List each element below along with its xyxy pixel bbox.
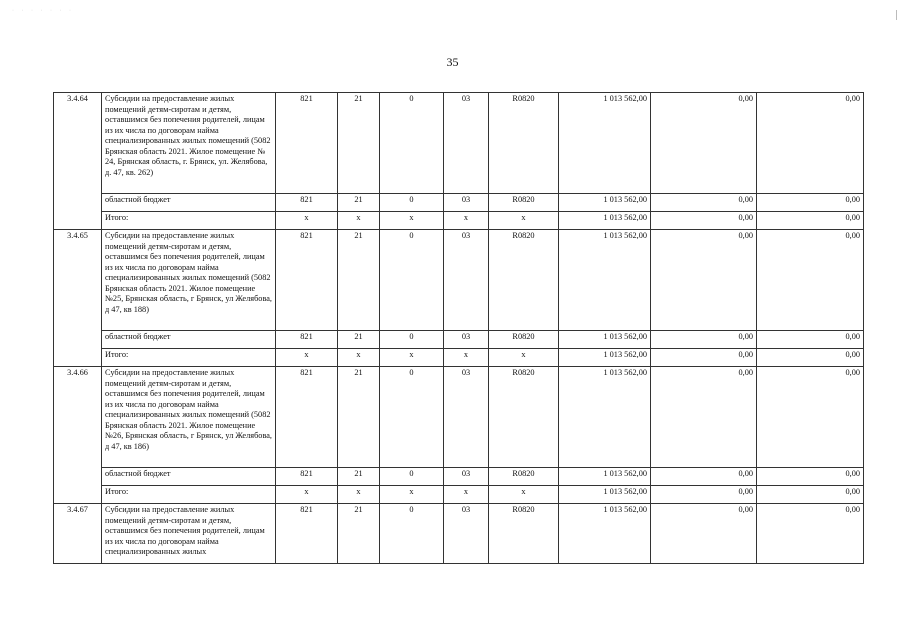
code-cell: x — [444, 486, 489, 504]
code-cell: 821 — [276, 194, 338, 212]
budget-label: областной бюджет — [102, 331, 276, 349]
value-cell: 0,00 — [757, 194, 864, 212]
code-cell: 03 — [444, 194, 489, 212]
code-cell: 21 — [338, 93, 380, 194]
table-row — [54, 367, 864, 468]
budget-row — [54, 194, 864, 212]
code-cell: x — [444, 349, 489, 367]
item-description: Субсидии на предоставление жилых помещений детям-сиротам и детям, оставшимся без попечения родителей, лицам из их числа по договорам найма специализированных жилых — [102, 504, 276, 564]
table-row — [54, 93, 864, 194]
code-cell: 03 — [444, 230, 489, 331]
page-number: 35 — [446, 55, 459, 69]
amount-cell: 1 013 562,00 — [559, 194, 651, 212]
value-cell: 0,00 — [757, 212, 864, 230]
code-cell: 0 — [380, 331, 444, 349]
code-cell: R0820 — [489, 367, 559, 468]
code-cell: 0 — [380, 367, 444, 468]
code-cell: 21 — [338, 504, 380, 564]
code-cell: 821 — [276, 468, 338, 486]
amount-cell: 1 013 562,00 — [559, 468, 651, 486]
total-label: Итого: — [102, 349, 276, 367]
budget-row — [54, 468, 864, 486]
code-cell: R0820 — [489, 194, 559, 212]
code-cell: x — [276, 486, 338, 504]
value-cell: 0,00 — [757, 331, 864, 349]
budget-label: областной бюджет — [102, 468, 276, 486]
total-label: Итого: — [102, 212, 276, 230]
code-cell: 21 — [338, 367, 380, 468]
code-cell: 03 — [444, 367, 489, 468]
code-cell: R0820 — [489, 504, 559, 564]
code-cell: R0820 — [489, 230, 559, 331]
code-cell: x — [380, 212, 444, 230]
amount-cell: 1 013 562,00 — [559, 504, 651, 564]
value-cell: 0,00 — [651, 331, 757, 349]
item-description: Субсидии на предоставление жилых помещений детям-сиротам и детям, оставшимся без попечения родителей, лицам из их числа по договорам найма специализированных жилых помещений (5082 Брянская область 2021. Жилое помещение №25, Брянская область, г Брянск, ул Желябова, д 47, кв 188) — [102, 230, 276, 331]
code-cell: x — [444, 212, 489, 230]
table-body — [54, 93, 864, 564]
code-cell: x — [338, 486, 380, 504]
budget-label: областной бюджет — [102, 194, 276, 212]
code-cell: 821 — [276, 230, 338, 331]
table-row — [54, 230, 864, 331]
item-number: 3.4.64 — [54, 93, 102, 230]
code-cell: x — [380, 486, 444, 504]
item-description: Субсидии на предоставление жилых помещений детям-сиротам и детям, оставшимся без попечения родителей, лицам из их числа по договорам найма специализированных жилых помещений (5082 Брянская область 2021. Жилое помещение №26, Брянская область, г Брянск, ул Желябова, д 47, кв 186) — [102, 367, 276, 468]
value-cell: 0,00 — [757, 504, 864, 564]
code-cell: x — [338, 212, 380, 230]
code-cell: x — [489, 486, 559, 504]
code-cell: 0 — [380, 504, 444, 564]
amount-cell: 1 013 562,00 — [559, 331, 651, 349]
code-cell: 03 — [444, 93, 489, 194]
amount-cell: 1 013 562,00 — [559, 230, 651, 331]
code-cell: 821 — [276, 367, 338, 468]
total-label: Итого: — [102, 486, 276, 504]
code-cell: x — [276, 349, 338, 367]
code-cell: R0820 — [489, 93, 559, 194]
code-cell: 03 — [444, 331, 489, 349]
code-cell: 03 — [444, 468, 489, 486]
code-cell: 03 — [444, 504, 489, 564]
value-cell: 0,00 — [757, 468, 864, 486]
value-cell: 0,00 — [651, 367, 757, 468]
code-cell: 0 — [380, 230, 444, 331]
value-cell: 0,00 — [651, 212, 757, 230]
amount-cell: 1 013 562,00 — [559, 349, 651, 367]
item-number: 3.4.65 — [54, 230, 102, 367]
code-cell: 821 — [276, 93, 338, 194]
value-cell: 0,00 — [651, 230, 757, 331]
code-cell: 821 — [276, 504, 338, 564]
code-cell: 21 — [338, 230, 380, 331]
code-cell: 821 — [276, 331, 338, 349]
value-cell: 0,00 — [651, 349, 757, 367]
code-cell: 21 — [338, 468, 380, 486]
amount-cell: 1 013 562,00 — [559, 486, 651, 504]
code-cell: 21 — [338, 331, 380, 349]
value-cell: 0,00 — [651, 93, 757, 194]
code-cell: x — [276, 212, 338, 230]
item-number: 3.4.67 — [54, 504, 102, 564]
scan-noise: · · · · · · · — [12, 8, 74, 14]
budget-table — [53, 92, 864, 564]
code-cell: x — [489, 349, 559, 367]
value-cell: 0,00 — [757, 230, 864, 331]
scan-edge-mark — [896, 10, 897, 20]
amount-cell: 1 013 562,00 — [559, 93, 651, 194]
total-row — [54, 212, 864, 230]
code-cell: 21 — [338, 194, 380, 212]
value-cell: 0,00 — [651, 194, 757, 212]
amount-cell: 1 013 562,00 — [559, 212, 651, 230]
code-cell: 0 — [380, 194, 444, 212]
code-cell: x — [489, 212, 559, 230]
total-row — [54, 349, 864, 367]
table-row — [54, 504, 864, 564]
total-row — [54, 486, 864, 504]
value-cell: 0,00 — [757, 349, 864, 367]
budget-row — [54, 331, 864, 349]
value-cell: 0,00 — [651, 504, 757, 564]
amount-cell: 1 013 562,00 — [559, 367, 651, 468]
code-cell: R0820 — [489, 331, 559, 349]
value-cell: 0,00 — [757, 93, 864, 194]
value-cell: 0,00 — [757, 486, 864, 504]
value-cell: 0,00 — [651, 468, 757, 486]
code-cell: x — [380, 349, 444, 367]
value-cell: 0,00 — [757, 367, 864, 468]
code-cell: 0 — [380, 93, 444, 194]
code-cell: x — [338, 349, 380, 367]
value-cell: 0,00 — [651, 486, 757, 504]
item-number: 3.4.66 — [54, 367, 102, 504]
item-description: Субсидии на предоставление жилых помещений детям-сиротам и детям, оставшимся без попечения родителей, лицам из их числа по договорам найма специализированных жилых помещений (5082 Брянская область 2021. Жилое помещение № 24, Брянская область, г. Брянск, ул. Желябова, д. 47, кв. 262) — [102, 93, 276, 194]
code-cell: R0820 — [489, 468, 559, 486]
code-cell: 0 — [380, 468, 444, 486]
